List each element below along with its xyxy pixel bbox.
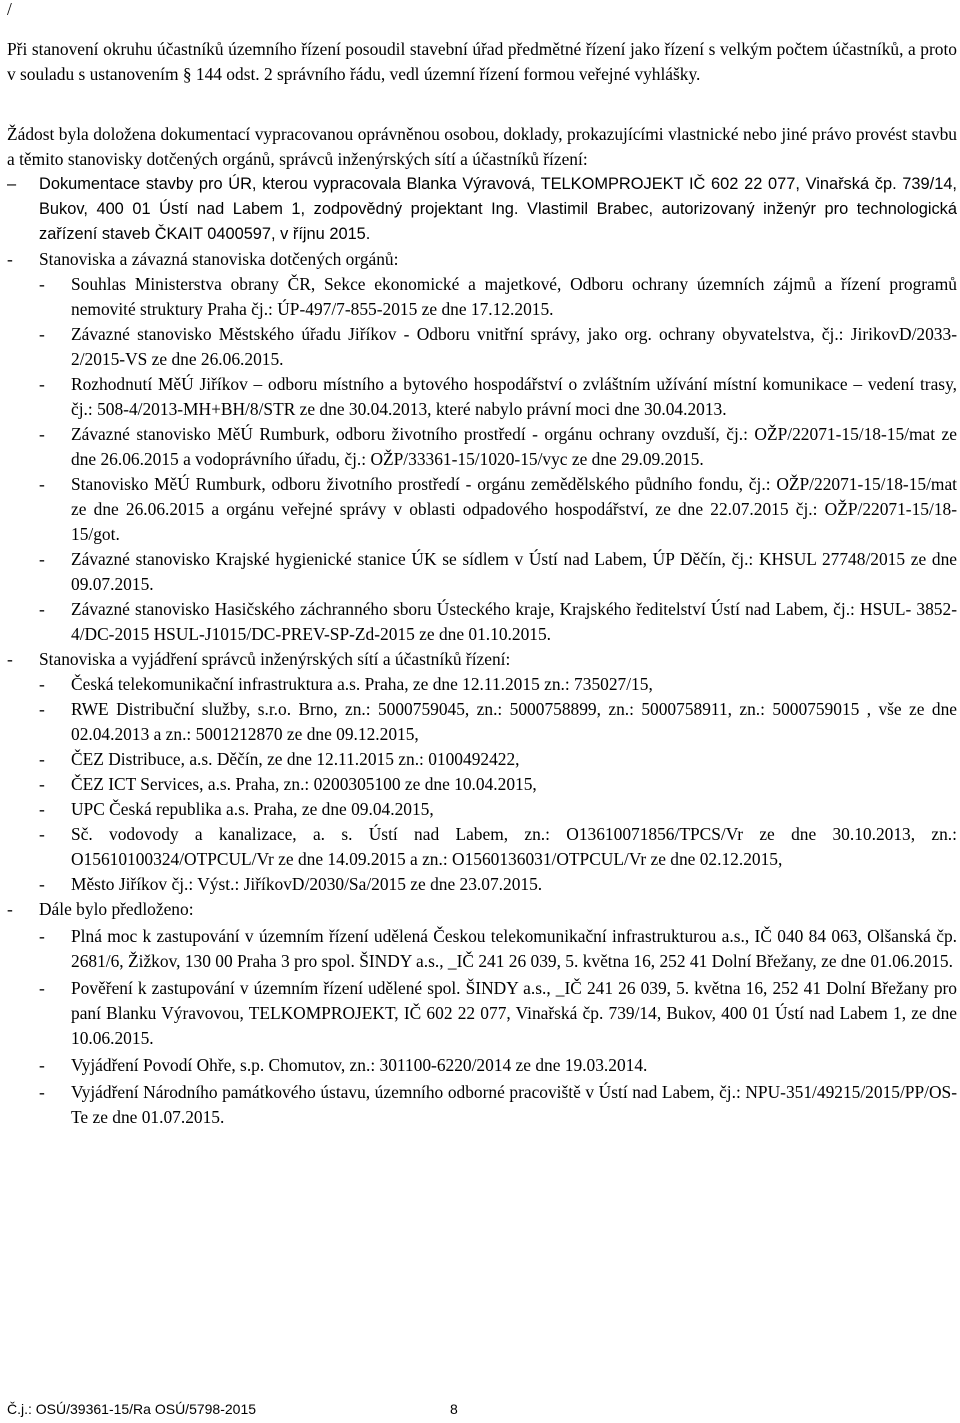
list-item-utility xyxy=(7,772,957,797)
list-item-utilities-heading xyxy=(7,647,957,672)
dash-marker: - xyxy=(39,474,45,494)
dash-marker: - xyxy=(39,699,45,719)
dash-marker: - xyxy=(39,1055,45,1075)
list-item-authority xyxy=(7,372,957,422)
further-text: Plná moc k zastupování v územním řízení udělená Českou telekomunikační infrastrukturou a.s., IČ 040 84 063, Olšanská čp. 2681/6, Žižkov, 130 00 Praha 3 pro spol. ŠINDY a.s., _IČ 241 26 039, 5. května 16, 252 41 Dolní Břežany, ze dne 01.06.2015. xyxy=(71,926,957,971)
dash-marker: - xyxy=(39,874,45,894)
list-item-authority xyxy=(7,597,957,647)
authority-text: Rozhodnutí MěÚ Jiříkov – odboru místního a bytového hospodářství o zvláštním užívání místní komunikace – vedení trasy, čj.: 508-4/2013-MH+BH/8/STR ze dne 30.04.2013, které nabylo právní moci dne 30.04.2013. xyxy=(71,374,957,419)
dash-marker: - xyxy=(39,799,45,819)
paragraph-application: Žádost byla doložena dokumentací vypracovanou oprávněnou osobou, doklady, prokazujícími vlastnické nebo jiné právo provést stavbu a těmito stanovisky dotčených orgánů, správců inženýrských sítí a účastníků řízení: xyxy=(7,124,957,169)
dash-marker: - xyxy=(39,1082,45,1102)
dash-marker: - xyxy=(39,749,45,769)
list-item-utility xyxy=(7,747,957,772)
dash-marker: - xyxy=(39,926,45,946)
dash-marker: - xyxy=(39,978,45,998)
further-text: Vyjádření Povodí Ohře, s.p. Chomutov, zn.: 301100-6220/2014 ze dne 19.03.2014. xyxy=(71,1055,648,1075)
list-item-authority xyxy=(7,272,957,322)
further-text: Vyjádření Národního památkového ústavu, územního odborné pracoviště v Ústí nad Labem, čj.: NPU-351/49215/2015/PP/OS-Te ze dne 01.07.2015. xyxy=(71,1082,957,1127)
utility-text: Česká telekomunikační infrastruktura a.s. Praha, ze dne 12.11.2015 zn.: 735027/15, xyxy=(71,674,653,694)
utility-text: Sč. vodovody a kanalizace, a. s. Ústí nad Labem, zn.: O13610071856/TPCS/Vr ze dne 30.10.2013, zn.: O15610100324/OTPCUL/Vr ze dne 14.09.2015 a zn.: O1560136031/OTPCUL/Vr ze dne 02.12.2015, xyxy=(71,824,957,869)
dash-marker: - xyxy=(39,674,45,694)
list-item-utility xyxy=(7,822,957,872)
authority-text: Závazné stanovisko Městského úřadu Jiříkov - Odboru vnitřní správy, jako org. ochrany obyvatelstva, čj.: JirikovD/2033-2/2015-VS ze dne 26.06.2015. xyxy=(71,324,957,369)
dash-marker: – xyxy=(7,175,17,193)
list-item-further xyxy=(7,1053,957,1078)
dash-marker: - xyxy=(39,549,45,569)
list-item-further-heading xyxy=(7,897,957,922)
list-item-further xyxy=(7,1080,957,1130)
authority-text: Souhlas Ministerstva obrany ČR, Sekce ekonomické a majetkové, Odboru ochrany územních zájmů a řízení programů nemovité struktury Praha čj.: ÚP-497/7-855-2015 ze dne 17.12.2015. xyxy=(71,274,957,319)
utilities-heading: Stanoviska a vyjádření správců inženýrských sítí a účastníků řízení: xyxy=(39,649,511,669)
list-item-utility xyxy=(7,672,957,697)
utility-text: RWE Distribuční služby, s.r.o. Brno, zn.: 5000759045, zn.: 5000758899, zn.: 5000758911, zn.: 5000759015 , vše ze dne 02.04.2013 a zn.: 5001212870 ze dne 09.12.2015, xyxy=(71,699,957,744)
list-item-further xyxy=(7,976,957,1051)
dash-marker: - xyxy=(7,649,13,669)
list-item-utility xyxy=(7,697,957,747)
header-slash: / xyxy=(7,0,12,19)
dash-marker: - xyxy=(39,774,45,794)
dash-marker: - xyxy=(39,274,45,294)
authority-text: Stanovisko MěÚ Rumburk, odboru životního prostředí - orgánu zemědělského půdního fondu, čj.: OŽP/22071-15/18-15/mat ze dne 26.06.2015 a orgánu veřejné správy v oblasti odpadového hospodářství, ze dne 22.07.2015 čj.: OŽP/22071-15/18-15/got. xyxy=(71,474,957,544)
footer-reference: Č.j.: OSÚ/39361-15/Ra OSÚ/5798-2015 xyxy=(7,1401,257,1417)
dash-marker: - xyxy=(7,899,13,919)
page-number: 8 xyxy=(450,1401,458,1417)
utility-text: ČEZ Distribuce, a.s. Děčín, ze dne 12.11.2015 zn.: 0100492422, xyxy=(71,749,520,769)
authority-text: Závazné stanovisko Hasičského záchranného sboru Ústeckého kraje, Krajského ředitelství Ústí nad Labem, čj.: HSUL- 3852-4/DC-2015 HSUL-J1015/DC-PREV-SP-Zd-2015 ze dne 01.10.2015. xyxy=(71,599,957,644)
list-item-utility xyxy=(7,797,957,822)
authority-text: Závazné stanovisko MěÚ Rumburk, odboru životního prostředí - orgánu ochrany ovzduší, čj.: OŽP/22071-15/18-15/mat ze dne 26.06.2015 a vodoprávního úřadu, čj.: OŽP/33361-15/1020-15/vyc ze dne 29.09.2015. xyxy=(71,424,957,469)
further-text: Pověření k zastupování v územním řízení udělené spol. ŠINDY a.s., _IČ 241 26 039, 5. května 16, 252 41 Dolní Břežany pro paní Blanku Výravovou, TELKOMPROJEKT, IČ 602 22 077, Vinařská čp. 739/14, Bukov, 400 01 Ústí nad Labem 1, ze dne 10.06.2015. xyxy=(71,978,957,1048)
paragraph-participants: Při stanovení okruhu účastníků územního řízení posoudil stavební úřad předmětné řízení jako řízení s velkým počtem účastníků, a proto v souladu s ustanovením § 144 odst. 2 správního řádu, vedl územní řízení formou veřejné vyhlášky. xyxy=(7,39,957,84)
list-item-authority xyxy=(7,472,957,547)
documentation-text: Dokumentace stavby pro ÚR, kterou vypracovala Blanka Výravová, TELKOMPROJEKT IČ 602 22 077, Vinařská čp. 739/14, Bukov, 400 01 Ústí nad Labem 1, zodpovědný projektant Ing. Vlastimil Brabec, autorizovaný inženýr pro technologická zařízení staveb ČKAIT 0400597, v říjnu 2015. xyxy=(39,175,957,243)
section-application xyxy=(7,122,957,1130)
list-item-authorities-heading xyxy=(7,247,957,272)
authorities-heading: Stanoviska a závazná stanoviska dotčených orgánů: xyxy=(39,249,399,269)
further-heading: Dále bylo předloženo: xyxy=(39,899,194,919)
utility-text: ČEZ ICT Services, a.s. Praha, zn.: 0200305100 ze dne 10.04.2015, xyxy=(71,774,537,794)
list-item-authority xyxy=(7,547,957,597)
dash-marker: - xyxy=(39,599,45,619)
authority-text: Závazné stanovisko Krajské hygienické stanice ÚK se sídlem v Ústí nad Labem, ÚP Děčín, čj.: KHSUL 27748/2015 ze dne 09.07.2015. xyxy=(71,549,957,594)
dash-marker: - xyxy=(39,324,45,344)
list-item-authority xyxy=(7,322,957,372)
dash-marker: - xyxy=(39,374,45,394)
dash-marker: - xyxy=(7,249,13,269)
dash-marker: - xyxy=(39,824,45,844)
utility-text: Město Jiříkov čj.: Výst.: JiříkovD/2030/Sa/2015 ze dne 23.07.2015. xyxy=(71,874,543,894)
list-item-utility xyxy=(7,872,957,897)
dash-marker: - xyxy=(39,424,45,444)
list-item-further xyxy=(7,924,957,974)
utility-text: UPC Česká republika a.s. Praha, ze dne 09.04.2015, xyxy=(71,799,434,819)
list-item-authority xyxy=(7,422,957,472)
list-item-documentation xyxy=(7,172,957,247)
